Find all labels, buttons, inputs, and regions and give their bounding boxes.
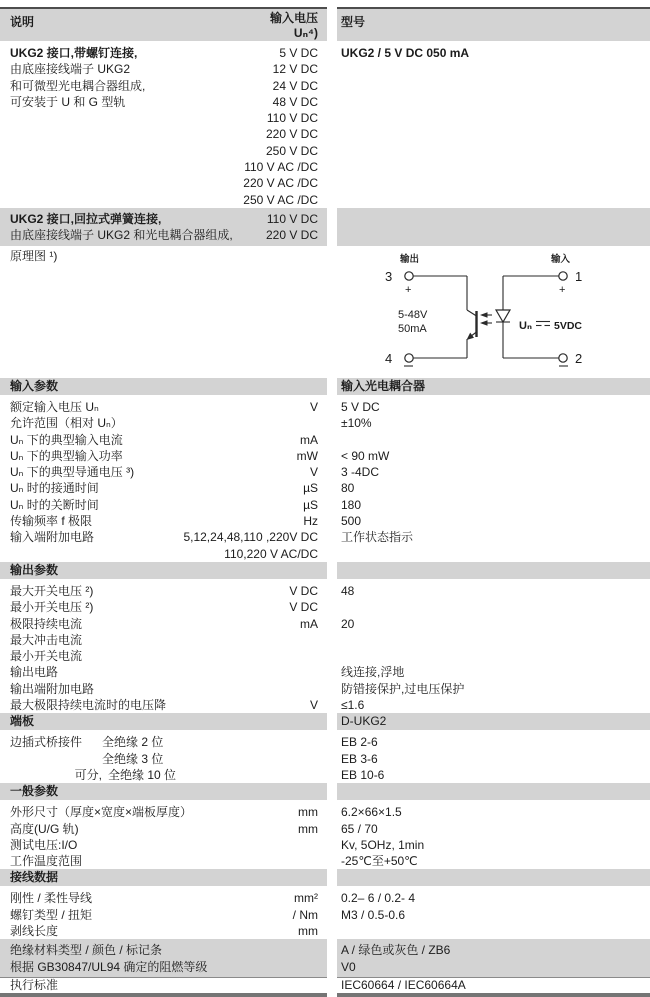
column-header-model: 型号 xyxy=(341,15,366,29)
plus-left: + xyxy=(405,283,412,296)
schematic-title: 原理图 ¹) xyxy=(10,248,58,263)
bottom-rule xyxy=(0,993,650,997)
section-bar-output-parameters: 输出参数 xyxy=(0,562,650,579)
spec-row: 最大冲击电流 xyxy=(10,632,83,647)
spec-row: 全绝缘 3 位 EB 3-6 xyxy=(102,751,378,766)
section-bar-end-plate: 端板 D-UKG2 xyxy=(0,713,650,730)
section-bar-input-parameters: 输入参数 输入光电耦合器 xyxy=(0,378,650,395)
spec-row: 极限持续电流 mA 20 xyxy=(10,616,355,631)
spec-row: 输入端附加电路 5,12,24,48,110 ,220V DC 工作状态指示 xyxy=(10,530,414,545)
optocoupler-schematic-diagram xyxy=(379,252,591,370)
schematic-block xyxy=(0,246,650,378)
spec-row: 工作温度范围 -25℃至+50℃ xyxy=(10,854,418,869)
section-bar-wiring-data: 接线数据 xyxy=(0,869,650,886)
un-value: 5VDC xyxy=(554,319,583,332)
insulation-band: 绝缘材料类型 / 颜色 / 标记条 根据 GB30847/UL94 确定的阻燃等级 A / 绿色或灰色 / ZB6 V0 xyxy=(0,939,650,977)
model-value: UKG2 / 5 V DC 050 mA xyxy=(341,46,470,60)
spec-row: 允许范围（相对 Uₙ） ±10% xyxy=(10,416,372,431)
plus-right: + xyxy=(559,283,566,296)
terminal-1-label: 1 xyxy=(575,268,583,284)
terminal-1-contact xyxy=(559,272,567,280)
spec-row: 额定输入电压 Uₙ V 5 V DC xyxy=(10,399,380,414)
spec-row: 边插式桥接件 全绝缘 2 位 EB 2-6 xyxy=(10,735,378,750)
section-bar-general-parameters: 一般参数 xyxy=(0,783,650,800)
spec-row: 刚性 / 柔性导线 mm² 0.2– 6 / 0.2- 4 xyxy=(10,891,416,906)
spec-row: 最小开关电压 ²) V DC xyxy=(10,600,318,615)
terminal-4-label: 4 xyxy=(385,350,393,366)
spec-row: 最大极限持续电流时的电压降 V ≤1.6 xyxy=(10,698,365,713)
spec-row: 最大开关电压 ²) V DC 48 xyxy=(10,583,355,598)
current-label: 50mA xyxy=(398,322,427,335)
intro-row: 250 V AC /DC xyxy=(243,192,318,207)
output-label: 输出 xyxy=(400,253,420,265)
spec-row: Uₙ 下的典型输入功率 mW < 90 mW xyxy=(10,448,390,463)
terminal-3-contact xyxy=(405,272,413,280)
intro-row: 可安装于 U 和 G 型轨 48 V DC xyxy=(10,94,318,109)
spec-row: Uₙ 下的典型输入电流 mA xyxy=(10,432,318,447)
spec-row: 螺钉类型 / 扭矩 / Nm M3 / 0.5-0.6 xyxy=(10,907,406,922)
spring-connection-band: UKG2 接口,回拉式弹簧连接, 110 V DC 由底座接线端子 UKG2 和光电耦合器组成, 220 V DC xyxy=(0,208,650,246)
spec-row: Uₙ 时的关断时间 µS 180 xyxy=(10,497,362,512)
intro-row: 110 V DC xyxy=(266,111,318,126)
spec-row: 测试电压:I/O Kv, 5OHz, 1min xyxy=(10,837,425,852)
terminal-2-label: 2 xyxy=(575,350,583,366)
voltage-range-label: 5-48V xyxy=(398,308,428,321)
intro-row: 和可微型光电耦合器组成, 24 V DC xyxy=(10,78,318,93)
intro-row: 220 V DC xyxy=(265,127,318,142)
spec-row: 外形尺寸（厚度×宽度×端板厚度） mm 6.2×66×1.5 xyxy=(10,805,402,820)
input-label: 输入 xyxy=(551,253,571,265)
spec-row: 可分, 全绝缘 10 位 EB 10-6 xyxy=(74,767,385,782)
spec-row: 高度(U/G 轨) mm 65 / 70 xyxy=(10,821,378,836)
intro-row: UKG2 接口,带螺钉连接, 5 V DC UKG2 / 5 V DC 050 mA xyxy=(10,46,470,60)
spec-row: 传输频率 f 极限 Hz 500 xyxy=(10,514,362,529)
intro-row: 由底座接线端子 UKG2 12 V DC xyxy=(10,62,318,77)
column-header-input-voltage: 输入电压 Uₙ⁴) xyxy=(269,11,318,40)
spec-row: 最小开关电流 xyxy=(10,649,83,664)
terminal-3-label: 3 xyxy=(385,268,393,284)
standards-row: 执行标准 IEC60664 / IEC60664A xyxy=(0,977,650,992)
terminal-4-contact xyxy=(405,354,413,362)
spec-row: 输出端附加电路 防错接保护,过电压保护 xyxy=(10,681,465,696)
terminal-2-contact xyxy=(559,354,567,362)
spec-row: 输出电路 线连接,浮地 xyxy=(10,665,405,680)
column-header-description: 说明 xyxy=(10,15,35,29)
intro-row: 220 V AC /DC xyxy=(243,176,318,191)
intro-row: 110 V AC /DC xyxy=(244,160,318,175)
un-symbol: Uₙ xyxy=(519,319,532,332)
spec-row: Uₙ 时的接通时间 µS 80 xyxy=(10,481,355,496)
table-header xyxy=(0,7,650,41)
intro-row: 250 V DC xyxy=(265,143,318,158)
spec-row: 剥线长度 mm xyxy=(10,923,318,938)
spec-row: 110,220 V AC/DC xyxy=(224,546,318,561)
spec-row: Uₙ 下的典型导通电压 ³) V 3 -4DC xyxy=(10,465,380,480)
